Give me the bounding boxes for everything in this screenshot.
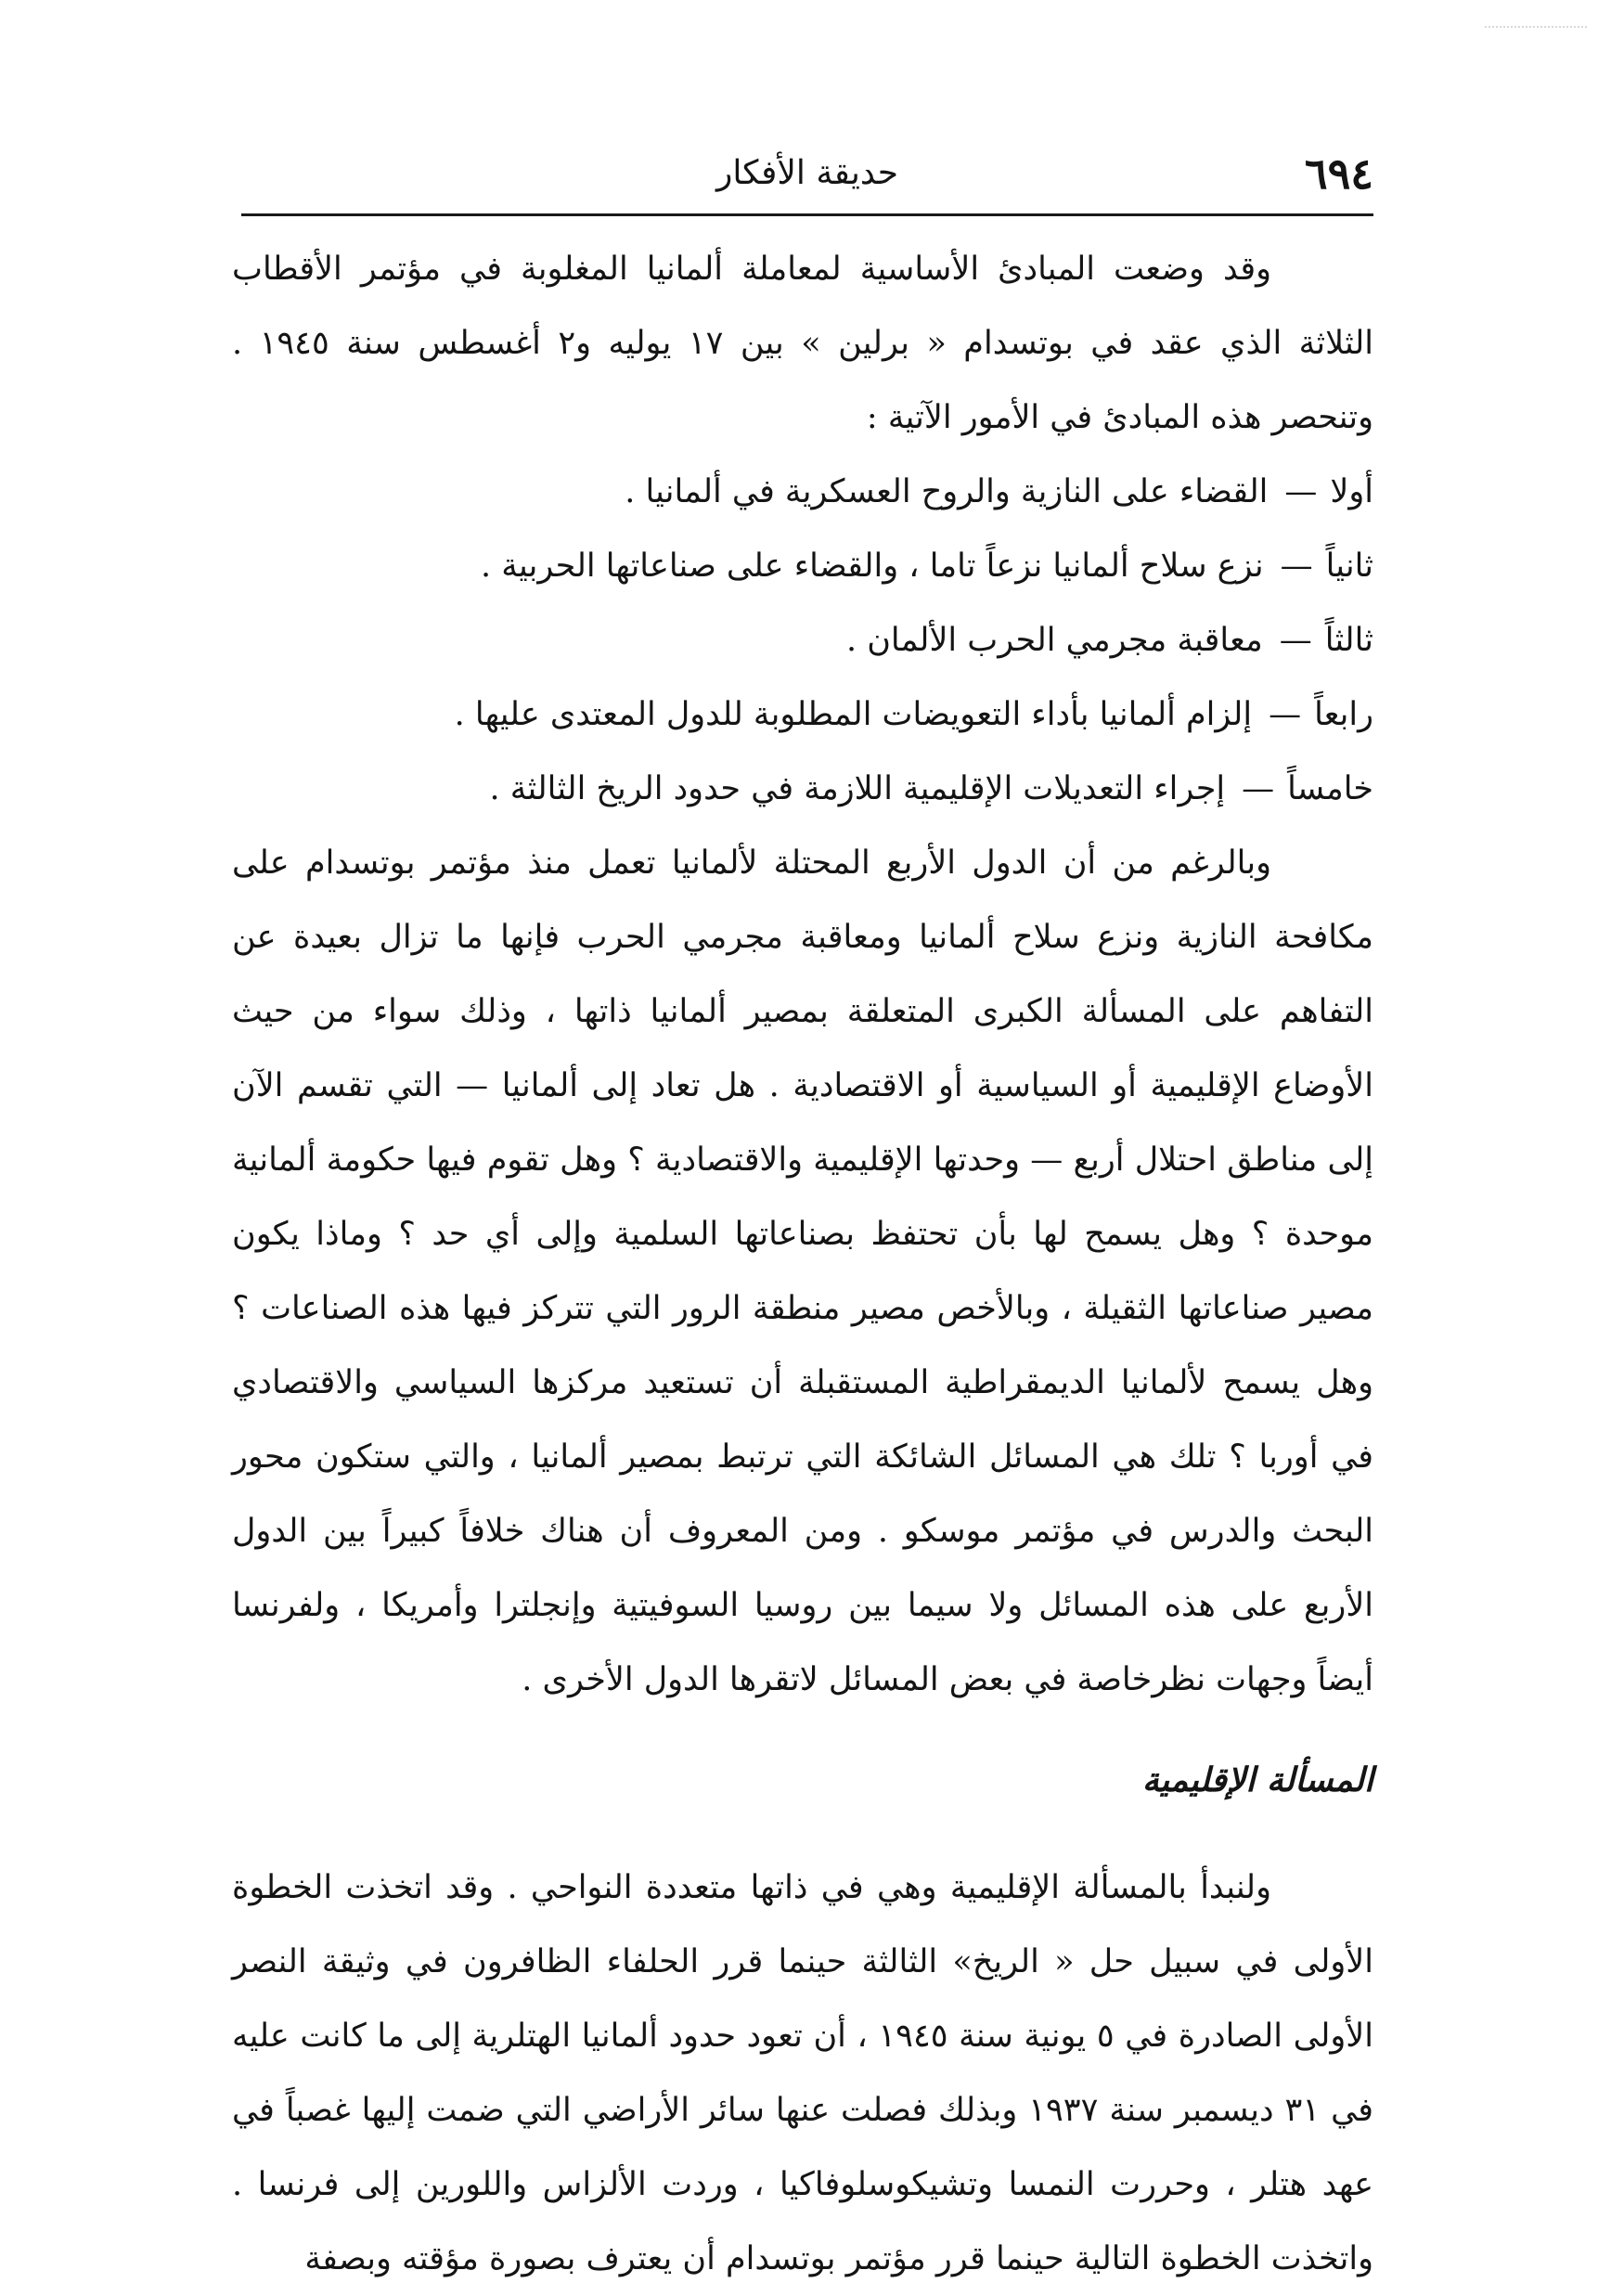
principle-dash: — (1279, 622, 1312, 659)
principle-text: نزع سلاح ألمانيا نزعاً تاما ، والقضاء على صناعاتها الحربية . (481, 548, 1264, 585)
principle-ordinal: ثانياً (1325, 548, 1373, 585)
principle-ordinal: رابعاً (1314, 696, 1373, 733)
paragraph-germany-fate: وبالرغم من أن الدول الأربع المحتلة لألمانيا تعمل منذ مؤتمر بوتسدام على مكافحة النازية ونزع سلاح ألمانيا ومعاقبة مجرمي الحرب فإنها ما تزال بعيدة عن التفاهم على المسألة الكبرى المتعلقة بمصير ألمانيا ذاتها ، وذلك سواء من حيث الأوضاع الإقليمية أو السياسية أو الاقتصادية . هل تعاد إلى ألمانيا — التي تقسم الآن إلى مناطق احتلال أربع — وحدتها الإقليمية والاقتصادية ؟ وهل تقوم فيها حكومة ألمانية موحدة ؟ وهل يسمح لها بأن تحتفظ بصناعاتها السلمية وإلى أي حد ؟ وماذا يكون مصير صناعاتها الثقيلة ، وبالأخص مصير منطقة الرور التي تتركز فيها هذه الصناعات ؟ وهل يسمح لألمانيا الديمقراطية المستقبلة أن تستعيد مركزها السياسي والاقتصادي في أوربا ؟ تلك هي المسائل الشائكة التي ترتبط بمصير ألمانيا ، والتي ستكون محور البحث والدرس في مؤتمر موسكو . ومن المعروف أن هناك خلافاً كبيراً بين الدول الأربع على هذه المسائل ولا سيما بين روسيا السوفيتية وإنجلترا وأمريكا ، ولفرنسا أيضاً وجهات نظرخاصة في بعض المسائل لاتقرها الدول الأخرى . (232, 845, 1373, 1698)
section-heading: المسألة الإقليمية (1141, 1761, 1373, 1799)
principle-dash: — (1280, 548, 1313, 585)
scan-speck (1485, 26, 1587, 33)
principle-item (232, 752, 1373, 826)
principle-item (232, 603, 1373, 677)
page-header (241, 139, 1373, 216)
running-title: حديقة الأفكار (715, 154, 899, 192)
paragraph-territorial-question: ولنبدأ بالمسألة الإقليمية وهي في ذاتها متعددة النواحي . وقد اتخذت الخطوة الأولى في سبيل حل « الريخ» الثالثة حينما قرر الحلفاء الظافرون في وثيقة النصر الأولى الصادرة في ٥ يونية سنة ١٩٤٥ ، أن تعود حدود ألمانيا الهتلرية إلى ما كانت عليه في ٣١ ديسمبر سنة ١٩٣٧ وبذلك فصلت عنها سائر الأراضي التي ضمت إليها غصباً في عهد هتلر ، وحررت النمسا وتشيكوسلوفاكيا ، وردت الألزاس واللورين إلى فرنسا . واتخذت الخطوة التالية حينما قرر مؤتمر بوتسدام أن يعترف بصورة مؤقته وبصفة (232, 1869, 1374, 2277)
principle-ordinal: أولا (1330, 473, 1373, 510)
body-text (232, 232, 1373, 2296)
principles-list (232, 455, 1373, 826)
principle-ordinal: ثالثاً (1324, 622, 1373, 659)
principle-dash: — (1284, 473, 1318, 510)
principle-item (232, 677, 1373, 752)
principle-text: القضاء على النازية والروح العسكرية في ألمانيا . (625, 473, 1269, 510)
principle-ordinal: خامساً (1287, 770, 1373, 807)
page-number: ٦٩٤ (1304, 148, 1373, 199)
principle-item (232, 455, 1373, 529)
principle-text: إجراء التعديلات الإقليمية اللازمة في حدود الريخ الثالثة . (489, 770, 1226, 807)
principle-text: إلزام ألمانيا بأداء التعويضات المطلوبة للدول المعتدى عليها . (454, 696, 1253, 733)
principle-dash: — (1242, 770, 1275, 807)
principle-dash: — (1269, 696, 1302, 733)
intro-paragraph: وقد وضعت المبادئ الأساسية لمعاملة ألمانيا المغلوبة في مؤتمر الأقطاب الثلاثة الذي عقد في بوتسدام « برلين » بين ١٧ يوليه و٢ أغسطس سنة ١٩٤٥ . وتنحصر هذه المبادئ في الأمور الآتية : (232, 251, 1373, 436)
principle-text: معاقبة مجرمي الحرب الألمان . (845, 622, 1263, 659)
principle-item (232, 529, 1373, 603)
